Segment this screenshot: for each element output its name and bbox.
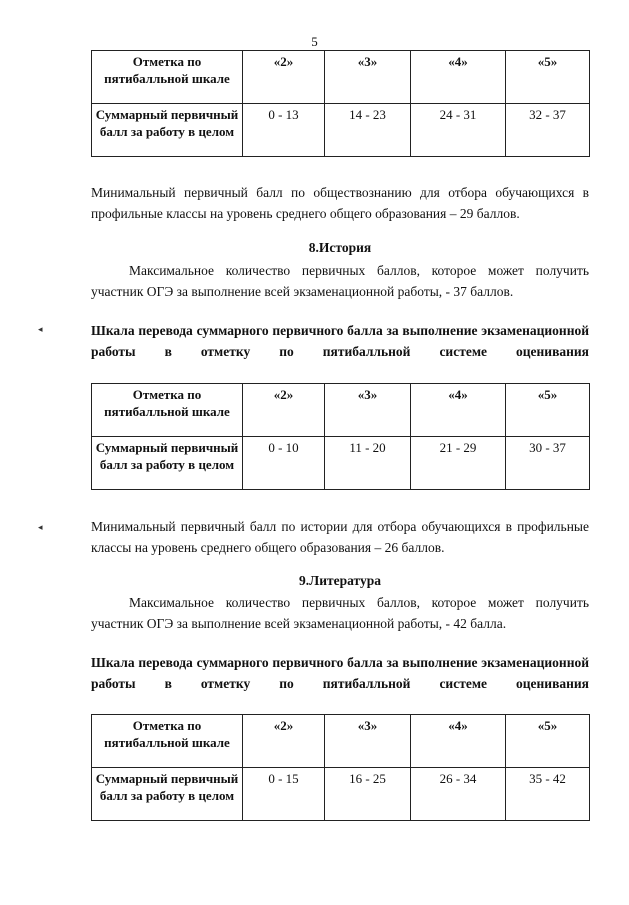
page-number: 5 [311,34,318,49]
grade-cell: «5» [506,384,590,437]
history-min-score-paragraph: Минимальный первичный балл по истории для отбора обучающихся в профильные классы на уровень среднего общего образования – 26 баллов. [91,519,589,555]
score-row-label: Суммарный первичный балл за работу в целом [92,437,243,490]
table-row [92,715,590,768]
grade-cell: «2» [243,715,325,768]
score-cell: 0 - 13 [243,104,325,157]
grade-cell: «4» [411,715,506,768]
score-cell: 24 - 31 [411,104,506,157]
grade-scale-table-literature [91,714,590,821]
header-row-label: Отметка по пятибалльной шкале [92,715,243,768]
grade-cell: «3» [325,51,411,104]
history-heading: 8.История [308,240,372,255]
table-row [92,768,590,821]
literature-scale-title: Шкала перевода суммарного первичного балла за выполнение экзаменационной работы в отметку по пятибалльной системе оценивания [91,655,589,691]
grade-cell: «4» [411,51,506,104]
grade-cell: «3» [325,384,411,437]
score-cell: 32 - 37 [506,104,590,157]
grade-cell: «5» [506,51,590,104]
literature-max-score-paragraph: Максимальное количество первичных баллов, которое может получить участник ОГЭ за выполнение всей экзаменационной работы, - 42 балла. [91,595,589,631]
table-row [92,51,590,104]
grade-scale-table-social [91,50,590,157]
grade-cell: «2» [243,384,325,437]
table-row [92,437,590,490]
grade-cell: «2» [243,51,325,104]
score-cell: 21 - 29 [411,437,506,490]
grade-cell: «5» [506,715,590,768]
table-row [92,384,590,437]
score-cell: 16 - 25 [325,768,411,821]
score-cell: 0 - 15 [243,768,325,821]
score-cell: 26 - 34 [411,768,506,821]
history-max-score-paragraph: Максимальное количество первичных баллов, которое может получить участник ОГЭ за выполнение всей экзаменационной работы, - 37 баллов. [91,263,589,299]
grade-scale-table-history [91,383,590,490]
grade-cell: «3» [325,715,411,768]
history-scale-title: Шкала перевода суммарного первичного балла за выполнение экзаменационной работы в отметку по пятибалльной системе оценивания [91,323,589,359]
score-cell: 14 - 23 [325,104,411,157]
score-cell: 11 - 20 [325,437,411,490]
literature-heading: 9.Литература [299,573,381,588]
table-row [92,104,590,157]
social-min-score-paragraph: Минимальный первичный балл по обществознанию для отбора обучающихся в профильные классы на уровень среднего общего образования – 29 баллов. [91,185,589,221]
score-row-label: Суммарный первичный балл за работу в целом [92,768,243,821]
score-cell: 30 - 37 [506,437,590,490]
margin-mark: ◂ [38,324,43,334]
header-row-label: Отметка по пятибалльной шкале [92,51,243,104]
header-row-label: Отметка по пятибалльной шкале [92,384,243,437]
score-row-label: Суммарный первичный балл за работу в целом [92,104,243,157]
score-cell: 35 - 42 [506,768,590,821]
score-cell: 0 - 10 [243,437,325,490]
grade-cell: «4» [411,384,506,437]
margin-mark: ◂ [38,522,43,532]
